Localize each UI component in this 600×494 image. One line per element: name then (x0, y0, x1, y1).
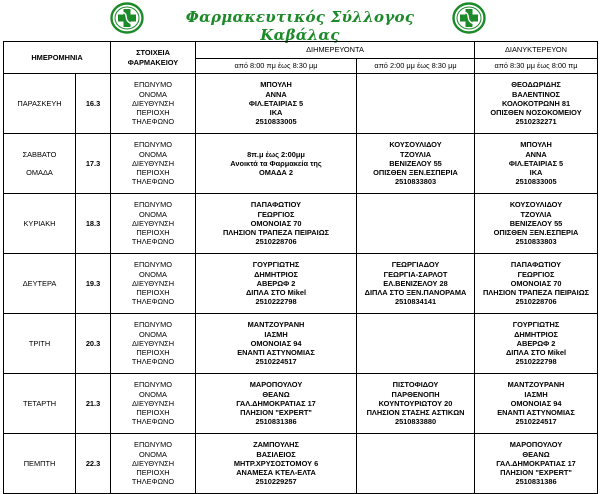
pharmacy-field (357, 219, 474, 228)
pharmacy-field: ΒΕΝΙΖΕΛΟΥ 55 (509, 218, 563, 228)
table-row (4, 434, 598, 494)
field-label: ΤΗΛΕΦΩΝΟ (131, 357, 175, 367)
pharmacy-field: ΟΜΟΝΟΙΑΣ 70 (250, 218, 302, 228)
pharmacy-field: ΠΑΡΘΕΝΟΠΗ (391, 389, 440, 399)
pharmacy-field: 2510228706 (255, 237, 297, 247)
pharmacy-field: ΟΜΑΔΑ 2 (258, 168, 294, 178)
field-label: ΔΙΕΥΘΥΝΣΗ (131, 458, 175, 468)
day-name: ΤΕΤΑΡΤΗ (22, 398, 57, 408)
pharmacy-field: 2510833880 (394, 417, 437, 427)
table-row (4, 74, 598, 134)
field-label: ΔΙΕΥΘΥΝΣΗ (131, 218, 175, 228)
pharmacy-field (357, 200, 474, 209)
pharmacy-field: 2510831386 (515, 477, 557, 487)
field-label: ΤΗΛΕΦΩΝΟ (131, 117, 175, 127)
pharmacy-field: ΕΝΑΝΤΙ ΑΣΤΥΝΟΜΙΑΣ (237, 348, 315, 358)
pharmacy-field: ΒΕΝΙΖΕΛΟΥ 55 (389, 158, 442, 168)
pharmacy-field: 2510831386 (255, 417, 297, 427)
pharmacy-field: ΑΒΕΡΩΦ 2 (256, 278, 296, 288)
afternoon-shift-pharmacy-cell (357, 374, 475, 434)
pharmacy-field: ΓΑΛ.ΔΗΜΟΚΡΑΤΙΑΣ 17 (496, 458, 576, 468)
pharmacy-field: ΠΛΗΣΙΟΝ "EXPERT" (240, 408, 312, 418)
field-label: ΟΝΟΜΑ (139, 449, 167, 459)
pharmacy-field (357, 108, 474, 117)
field-label: ΤΗΛΕΦΩΝΟ (131, 237, 175, 247)
pharmacy-field: ΙΑΣΜΗ (264, 329, 288, 339)
date-cell: 18.3 (76, 194, 111, 254)
afternoon-shift-pharmacy-cell (357, 194, 475, 254)
night-shift-pharmacy-cell (475, 254, 598, 314)
field-label: ΕΠΩΝΥΜΟ (134, 200, 172, 210)
pharmacy-field: ΟΜΟΝΟΙΑΣ 94 (250, 338, 302, 348)
pharmacy-field: 2510833803 (515, 237, 557, 247)
day-name-cell (4, 74, 76, 134)
pharmacy-field (357, 210, 474, 219)
day-name: ΠΕΜΠΤΗ (23, 458, 56, 468)
pharmacy-field: ΦΙΛ.ΕΤΑΙΡΙΑΣ 5 (248, 98, 304, 108)
pharmacy-field: ΓΑΛ.ΔΗΜΟΚΡΑΤΙΑΣ 17 (236, 398, 316, 408)
field-label: ΔΙΕΥΘΥΝΣΗ (131, 158, 175, 168)
pharmacy-field: ΓΟΥΡΓΙΩΤΗΣ (512, 320, 560, 330)
table-row (4, 194, 598, 254)
field-label: ΕΠΩΝΥΜΟ (134, 380, 172, 390)
pharmacy-field (357, 440, 474, 449)
table-row (4, 314, 598, 374)
pharmacy-field: ΓΟΥΡΓΙΩΤΗΣ (252, 260, 300, 270)
field-label: ΠΕΡΙΟΧΗ (136, 108, 170, 118)
schedule-table (3, 41, 598, 494)
pharmacy-field: ΓΕΩΡΓΙΟΣ (517, 269, 555, 279)
pharmacy-field: 8π.μ έως 2:00μμ (247, 149, 305, 159)
day-name-cell (4, 254, 76, 314)
pharmacy-field: 2510228706 (515, 297, 557, 307)
column-header-info-line2: ΦΑΡΜΑΚΕΙΟΥ (127, 57, 179, 67)
afternoon-shift-pharmacy-cell (357, 254, 475, 314)
header-row (4, 42, 598, 59)
day-shift-pharmacy-cell (196, 434, 357, 494)
subheader-day1-hours: από 8:00 πμ έως 8:30 μμ (196, 59, 357, 74)
pharmacy-field: ΑΒΕΡΩΦ 2 (516, 338, 556, 348)
pharmacy-field: ΜΠΟΥΛΗ (520, 140, 552, 150)
field-label: ΟΝΟΜΑ (139, 209, 167, 219)
pharmacy-field (357, 228, 474, 237)
night-shift-pharmacy-cell (475, 374, 598, 434)
field-label: ΔΙΕΥΘΥΝΣΗ (131, 398, 175, 408)
pharmacy-field (357, 468, 474, 477)
day-shift-pharmacy-cell (196, 134, 357, 194)
pharmacy-field: ΕΛ.ΒΕΝΙΖΕΛΟΥ 28 (383, 278, 448, 288)
pharmacy-field: 2510833005 (515, 177, 557, 187)
pharmacy-field: 2510222798 (515, 357, 557, 367)
pharmacy-field: ΓΕΩΡΓΙΑΔΟΥ (391, 260, 440, 270)
field-label: ΕΠΩΝΥΜΟ (134, 140, 172, 150)
night-shift-pharmacy-cell (475, 314, 598, 374)
subheader-night-hours: από 8:30 μμ έως 8:00 πμ (475, 59, 598, 74)
pharmacy-field: ΟΠΙΣΘΕΝ ΞΕΝ.ΕΣΠΕΡΙΑ (493, 228, 579, 238)
date-cell: 19.3 (76, 254, 111, 314)
table-row (4, 254, 598, 314)
day-name: ΤΡΙΤΗ (28, 338, 51, 348)
field-label: ΔΙΕΥΘΥΝΣΗ (131, 98, 175, 108)
day-name: ΚΥΡΙΑΚΗ (23, 218, 56, 228)
table-row (4, 134, 598, 194)
pharmacy-field: ΘΕΑΝΩ (522, 449, 550, 459)
pharmacy-field: ΜΠΟΥΛΗ (260, 80, 292, 90)
afternoon-shift-pharmacy-cell (357, 434, 475, 494)
pharmacy-field: ΜΗΤΡ.ΧΡΥΣΟΣΤΟΜΟΥ 6 (233, 458, 319, 468)
pharmacy-field (357, 90, 474, 99)
pharmacy-field (357, 80, 474, 89)
day-name: ΔΕΥΤΕΡΑ (22, 278, 57, 288)
pharmacy-field: ΘΕΑΝΩ (262, 389, 290, 399)
pharmacy-field: 2510834141 (394, 297, 437, 307)
pharmacy-field: ΙΚΑ (269, 108, 283, 118)
pharmacy-field: ΠΛΗΣΙΟΝ ΣΤΑΣΗΣ ΑΣΤΙΚΩΝ (366, 408, 465, 418)
pharmacy-field: ΟΠΙΣΘΕΝ ΞΕΝ.ΕΣΠΕΡΙΑ (373, 168, 458, 178)
pharmacy-field: ΠΙΣΤΟΦΙΔΟΥ (392, 380, 439, 390)
pharmacy-field: ΔΙΠΛΑ ΣΤΟ Mikel (245, 288, 307, 298)
pharmacy-field: ΔΙΠΛΑ ΣΤΟ ΞΕΝ.ΠΑΝΟΡΑΜΑ (364, 288, 467, 298)
column-header-date: ΗΜΕΡΟΜΗΝΙΑ (4, 42, 111, 74)
page-title: Φαρμακευτικός Σύλλογος Καβάλας (185, 8, 415, 44)
field-label: ΔΙΕΥΘΥΝΣΗ (131, 278, 175, 288)
field-label: ΤΗΛΕΦΩΝΟ (131, 477, 175, 487)
pharmacy-field (357, 117, 474, 126)
pharmacy-field: 2510232271 (515, 117, 557, 127)
date-cell: 22.3 (76, 434, 111, 494)
day-shift-pharmacy-cell (196, 254, 357, 314)
field-label: ΔΙΕΥΘΥΝΣΗ (131, 338, 175, 348)
night-shift-pharmacy-cell (475, 74, 598, 134)
pharmacy-field (357, 237, 474, 246)
pharmacy-field (357, 357, 474, 366)
field-label: ΕΠΩΝΥΜΟ (134, 260, 172, 270)
pharmacy-field: ΒΑΛΕΝΤΙΝΟΣ (512, 89, 560, 99)
pharmacy-field: ΜΑΝΤΖΟΥΡΑΝΗ (247, 320, 305, 330)
day-name-cell (4, 434, 76, 494)
pharmacy-field: 2510833803 (394, 177, 437, 187)
pharmacy-field (357, 320, 474, 329)
field-label: ΠΕΡΙΟΧΗ (136, 228, 170, 238)
pharmacy-cross-icon (452, 2, 486, 34)
pharmacy-field: ΚΟΥΣΟΥΛΙΔΟΥ (389, 140, 442, 150)
pharmacy-field (357, 348, 474, 357)
field-label: ΤΗΛΕΦΩΝΟ (131, 177, 175, 187)
pharmacy-field: ΜΑΡΟΠΟΥΛΟΥ (509, 440, 563, 450)
pharmacy-field (196, 177, 356, 186)
pharmacy-field: ΑΝΝΑ (525, 149, 547, 159)
pharmacy-field (357, 459, 474, 468)
day-name: ΠΑΡΑΣΚΕΥΗ (17, 98, 62, 108)
field-label: ΟΝΟΜΑ (139, 389, 167, 399)
pharmacy-field: ΚΟΥΝΤΟΥΡΙΩΤΟΥ 20 (378, 398, 453, 408)
day-name: ΣΑΒΒΑΤΟ (22, 149, 57, 159)
pharmacy-field: ΚΟΛΟΚΟΤΡΩΝΗ 81 (501, 98, 571, 108)
field-labels-cell (111, 254, 196, 314)
date-cell: 20.3 (76, 314, 111, 374)
subheader-day2-hours: από 2:00 μμ έως 8:30 μμ (357, 59, 475, 74)
field-label: ΤΗΛΕΦΩΝΟ (131, 417, 175, 427)
pharmacy-field: ΙΚΑ (529, 168, 543, 178)
pharmacy-field: ΠΛΗΣΙΟΝ ΤΡΑΠΕΖΑ ΠΕΙΡΑΙΩΣ (482, 288, 590, 298)
column-header-pharmacy-info (111, 42, 196, 74)
pharmacy-field: ΒΑΣΙΛΕΙΟΣ (256, 449, 296, 459)
day-name-cell (4, 374, 76, 434)
day-group-label: ΟΜΑΔΑ (26, 168, 53, 178)
pharmacy-field: 2510222798 (255, 297, 297, 307)
field-labels-cell (111, 434, 196, 494)
pharmacy-field: 2510833005 (255, 117, 297, 127)
field-label: ΠΕΡΙΟΧΗ (136, 408, 170, 418)
pharmacy-field: ΠΛΗΣΙΟΝ ΤΡΑΠΕΖΑ ΠΕΙΡΑΙΩΣ (222, 228, 330, 238)
header (0, 0, 600, 44)
field-label: ΕΠΩΝΥΜΟ (134, 440, 172, 450)
day-name-cell (4, 134, 76, 194)
pharmacy-field: ΖΑΜΠΟΥΛΗΣ (253, 440, 299, 450)
pharmacy-field: ΔΗΜΗΤΡΙΟΣ (254, 269, 298, 279)
pharmacy-field: ΔΙΠΛΑ ΣΤΟ Mikel (505, 348, 567, 358)
field-label: ΟΝΟΜΑ (139, 149, 167, 159)
field-labels-cell (111, 134, 196, 194)
pharmacy-field: ΤΖΟΥΛΙΑ (520, 209, 552, 219)
pharmacy-field: ΘΕΟΔΩΡΙΔΗΣ (511, 80, 561, 90)
afternoon-shift-pharmacy-cell (357, 134, 475, 194)
date-cell: 17.3 (76, 134, 111, 194)
afternoon-shift-pharmacy-cell (357, 74, 475, 134)
pharmacy-field (357, 477, 474, 486)
pharmacy-field: ΤΖΟΥΛΙΑ (399, 149, 432, 159)
field-labels-cell (111, 194, 196, 254)
day-shift-pharmacy-cell (196, 314, 357, 374)
pharmacy-field: ΓΕΩΡΓΙΟΣ (257, 209, 295, 219)
field-label: ΟΝΟΜΑ (139, 329, 167, 339)
field-labels-cell (111, 374, 196, 434)
pharmacy-field: 2510224517 (515, 417, 557, 427)
column-header-info-line1: ΣΤΟΙΧΕΙΑ (136, 48, 170, 58)
pharmacy-field: ΦΙΛ.ΕΤΑΙΡΙΑΣ 5 (508, 158, 564, 168)
pharmacy-field: ΙΑΣΜΗ (524, 389, 548, 399)
pharmacy-field: ΓΕΩΡΓΙΑ-ΣΑΡΛΟΤ (383, 269, 448, 279)
column-header-night-shift: ΔΙΑΝΥΚΤΕΡΕΥΟΝ (475, 42, 598, 59)
pharmacy-field: ΕΝΑΝΤΙ ΑΣΤΥΝΟΜΙΑΣ (497, 408, 575, 418)
pharmacy-field: ΠΛΗΣΙΟΝ "EXPERT" (500, 468, 572, 478)
afternoon-shift-pharmacy-cell (357, 314, 475, 374)
day-name-cell (4, 194, 76, 254)
night-shift-pharmacy-cell (475, 134, 598, 194)
pharmacy-field: ΜΑΡΟΠΟΥΛΟΥ (249, 380, 303, 390)
day-shift-pharmacy-cell (196, 194, 357, 254)
field-label: ΠΕΡΙΟΧΗ (136, 168, 170, 178)
date-cell: 21.3 (76, 374, 111, 434)
field-label: ΕΠΩΝΥΜΟ (134, 320, 172, 330)
pharmacy-cross-icon (110, 2, 144, 34)
pharmacy-field: ΑΝΝΑ (265, 89, 287, 99)
field-label: ΕΠΩΝΥΜΟ (134, 80, 172, 90)
pharmacy-field: Ανοικτά τα Φαρμακεία της (230, 158, 322, 168)
pharmacy-field (357, 330, 474, 339)
day-shift-pharmacy-cell (196, 374, 357, 434)
pharmacy-field: ΟΜΟΝΟΙΑΣ 70 (510, 278, 562, 288)
table-row (4, 374, 598, 434)
pharmacy-field: ΔΗΜΗΤΡΙΟΣ (514, 329, 558, 339)
pharmacy-field: ΟΠΙΣΘΕΝ ΝΟΣΟΚΟΜΕΙΟΥ (490, 108, 582, 118)
pharmacy-field (357, 99, 474, 108)
pharmacy-field (357, 339, 474, 348)
field-label: ΟΝΟΜΑ (139, 269, 167, 279)
pharmacy-field: ΠΑΠΑΦΩΤΙΟΥ (250, 200, 302, 210)
pharmacy-field: ΚΟΥΣΟΥΛΙΔΟΥ (509, 200, 563, 210)
date-cell: 16.3 (76, 74, 111, 134)
pharmacy-field (196, 140, 356, 149)
pharmacy-field: ΠΑΠΑΦΩΤΙΟΥ (510, 260, 562, 270)
field-label: ΟΝΟΜΑ (139, 89, 167, 99)
night-shift-pharmacy-cell (475, 194, 598, 254)
pharmacy-field: ΑΝΑΜΕΣΑ ΚΤΕΛ-ΕΛΤΑ (236, 468, 316, 478)
field-labels-cell (111, 74, 196, 134)
day-shift-pharmacy-cell (196, 74, 357, 134)
pharmacy-field: ΜΑΝΤΖΟΥΡΑΝΗ (507, 380, 565, 390)
pharmacy-field: 2510229257 (255, 477, 297, 487)
pharmacy-field: 2510224517 (255, 357, 297, 367)
day-name-cell (4, 314, 76, 374)
night-shift-pharmacy-cell (475, 434, 598, 494)
field-label: ΠΕΡΙΟΧΗ (136, 468, 170, 478)
field-label: ΠΕΡΙΟΧΗ (136, 288, 170, 298)
pharmacy-field (357, 450, 474, 459)
field-label: ΠΕΡΙΟΧΗ (136, 348, 170, 358)
pharmacy-field: ΟΜΟΝΟΙΑΣ 94 (510, 398, 562, 408)
field-label: ΤΗΛΕΦΩΝΟ (131, 297, 175, 307)
column-header-day-shift: ΔΙΗΜΕΡΕΥΟΝΤΑ (196, 42, 475, 59)
field-labels-cell (111, 314, 196, 374)
